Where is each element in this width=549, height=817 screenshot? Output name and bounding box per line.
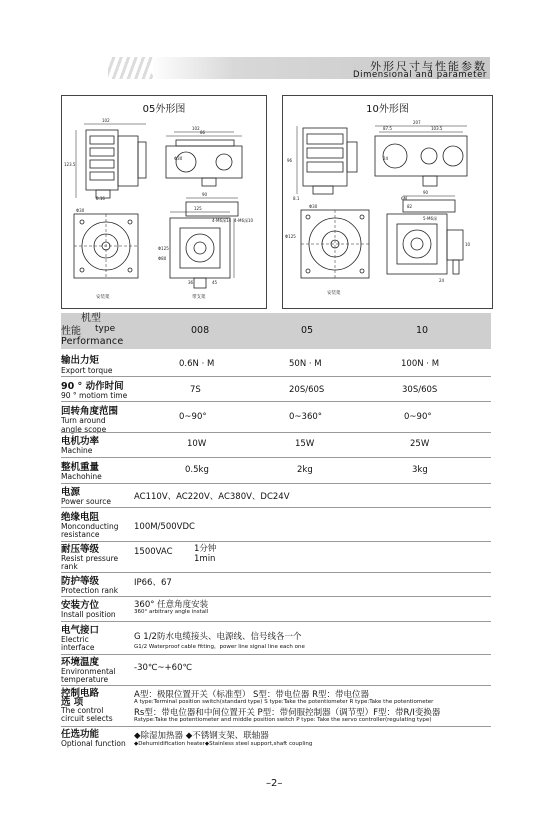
svg-text:Φ125: Φ125 [285,234,296,239]
figure-05-caption-right: 带支架 [192,295,206,300]
row-label-en-2: resistance [61,530,100,539]
svg-text:6M: 6M [401,196,407,201]
svg-text:87.5: 87.5 [383,126,392,131]
figure-05-title: 05外形图 [142,104,186,115]
install-value-en: 360° arbitrary angle install [134,609,209,615]
svg-text:8.16: 8.16 [96,196,105,201]
svg-text:4-M6深14: 4-M6深14 [212,218,232,223]
power-value: AC110V、AC220V、AC380V、DC24V [134,492,290,502]
control-line2-cn: Rs型：带电位器和中间位置开关 P型：带伺服控制器（调节型）F型：带R/I变换器 [134,708,441,718]
svg-text:Φ30: Φ30 [76,208,85,213]
value-05: 2kg [297,465,313,475]
resist-value: 1500VAC [134,547,173,557]
value-05: 15W [295,439,315,449]
row-label-en-1: Environmental [61,667,116,676]
row-label-en-1: Electric [61,635,89,644]
row-label-en-2: temperature [61,675,109,684]
svg-text:103.5: 103.5 [431,126,443,131]
row-label-cn: 电源 [61,487,81,498]
options-value-en: ◆Dehumidification heater◆Stainless steel support,shaft coupling [134,741,313,747]
row-label-cn: 环境温度 [61,657,100,668]
options-value-cn: ◆除湿加热器 ◆不锈钢支架、联轴器 [134,731,269,741]
svg-text:Φ80: Φ80 [158,256,167,261]
row-label-cn: 整机重量 [61,462,100,473]
row-divider [61,401,491,402]
row-divider [61,432,491,433]
figure-10-caption: 安装架 [327,291,341,296]
figure-10-drawing [283,96,492,308]
row-label-cn: 回转角度范围 [61,406,119,417]
svg-text:Φ30: Φ30 [174,156,183,161]
svg-text:24: 24 [383,156,389,161]
row-divider [61,376,491,377]
value-10: 30S/60S [402,385,438,395]
install-value-cn: 360° 任意角度安装 [134,600,209,610]
row-label-en-1: Monconducting [61,522,119,531]
svg-text:123.5: 123.5 [64,162,76,167]
svg-text:4-M6深10: 4-M6深10 [234,218,254,223]
svg-text:82: 82 [407,204,413,209]
page-number: –2– [266,778,283,789]
svg-text:96: 96 [287,158,293,163]
row-label-cn: 绝缘电阻 [61,512,100,523]
value-10: 100N · M [401,359,440,369]
svg-text:86: 86 [200,130,206,135]
row-label-cn: 电机功率 [61,436,100,447]
row-divider [61,572,491,573]
row-divider [61,596,491,597]
row-divider [61,507,491,508]
row-label-cn-1: 控制电路 [61,688,100,699]
figure-05-caption-left: 安装架 [96,295,110,300]
value-008: 10W [187,439,207,449]
svg-text:90: 90 [202,192,208,197]
row-label-en: Turn around angle scope [61,416,107,434]
header-col-05: 05 [301,325,314,336]
svg-text:5-M6深: 5-M6深 [423,216,437,221]
row-label-en: Export torque [61,366,113,375]
header-stripes [108,57,154,79]
value-05: 50N · M [289,359,322,369]
header-performance-cn: 性能 [61,326,81,337]
value-10: 25W [410,439,430,449]
insulation-value: 100M/500VDC [134,522,195,532]
row-label-cn: 防护等级 [61,576,100,587]
value-008: 0.6N · M [179,359,215,369]
svg-text:10: 10 [465,242,471,247]
row-label-en-1: The control [61,706,104,715]
page-title-cn: 外形尺寸与性能参数 [370,60,487,73]
row-label-cn: 任选功能 [61,729,100,740]
electric-value-cn: G 1/2防水电缆接头、电源线、信号线各一个 [134,632,302,642]
figure-05-outline [61,95,267,309]
svg-text:36: 36 [188,280,194,285]
protection-value: IP66、67 [134,578,172,588]
figure-05-drawing [62,96,266,308]
svg-text:Φ125: Φ125 [158,246,169,251]
svg-text:207: 207 [413,120,421,125]
header-type-en: type [95,324,116,334]
row-divider [61,483,491,484]
svg-text:8.1: 8.1 [293,196,300,201]
row-label-en-1: Resist pressure [61,554,119,563]
row-label-cn-2: 选 项 [61,697,84,708]
resist-time-en: 1min [194,554,216,564]
svg-text:102: 102 [102,118,110,123]
figure-10-outline [282,95,493,309]
row-label-en: Machine [61,446,93,455]
row-divider [61,654,491,655]
table-header [61,313,491,349]
row-label-en: 90 ° motiom time [61,391,128,400]
environment-value: -30℃~+60℃ [134,663,193,673]
row-label-en-2: rank [61,562,78,571]
row-label-cn: 输出力矩 [61,355,100,366]
row-label-en: Machohine [61,472,102,481]
value-05: 0~360° [289,412,323,422]
value-008: 0.5kg [185,465,209,475]
row-label-cn: 安装方位 [61,600,100,611]
value-008: 7S [190,385,201,395]
svg-text:45: 45 [212,280,218,285]
header-model-cn: 机型 [81,313,101,324]
row-label-cn: 耐压等级 [61,544,100,555]
row-label-en: Install position [61,610,116,619]
control-line1-cn: A型：极限位置开关（标准型） S型：带电位器 R型：带电位器 [134,690,370,700]
page-title-en: Dimensional and parameter [352,70,487,80]
value-10: 3kg [412,465,428,475]
control-line2-en: Rstype:Take the potentiometer and middle position switch P type: Take the servo controller(regulating type) [134,717,432,723]
row-divider [61,457,491,458]
value-05: 20S/60S [289,385,325,395]
svg-text:Φ30: Φ30 [309,204,318,209]
row-label-en: Protection rank [61,586,119,595]
value-008: 0~90° [179,412,207,422]
figure-10-title: 10外形图 [366,104,409,115]
row-divider [61,726,491,727]
header-col-008: 008 [191,325,210,336]
row-label-en-2: interface [61,643,95,652]
header-col-10: 10 [416,325,429,336]
value-10: 0~90° [404,412,432,422]
row-divider [61,685,491,686]
svg-text:90: 90 [423,190,429,195]
row-label-cn: 电气接口 [61,625,100,636]
row-label-en: Power source [61,497,111,506]
electric-value-en: G1/2 Waterproof cable fitting，power line signal line each one [134,644,305,650]
row-label-en-2: circuit selects [61,714,113,723]
svg-text:125: 125 [194,206,202,211]
control-line1-en: A type:Terminal position switch(standard type) S type:Take the potentiometer R type:Take the potentiometer [134,699,434,705]
row-divider [61,621,491,622]
row-label-cn: 90 ° 动作时间 [61,381,124,392]
svg-text:24: 24 [439,278,445,283]
header-performance-en: Performance [61,336,124,347]
row-divider [61,541,491,542]
svg-text:102: 102 [192,126,200,131]
resist-time-cn: 1分钟 [194,544,217,554]
row-label-en: Optional function [61,739,126,748]
